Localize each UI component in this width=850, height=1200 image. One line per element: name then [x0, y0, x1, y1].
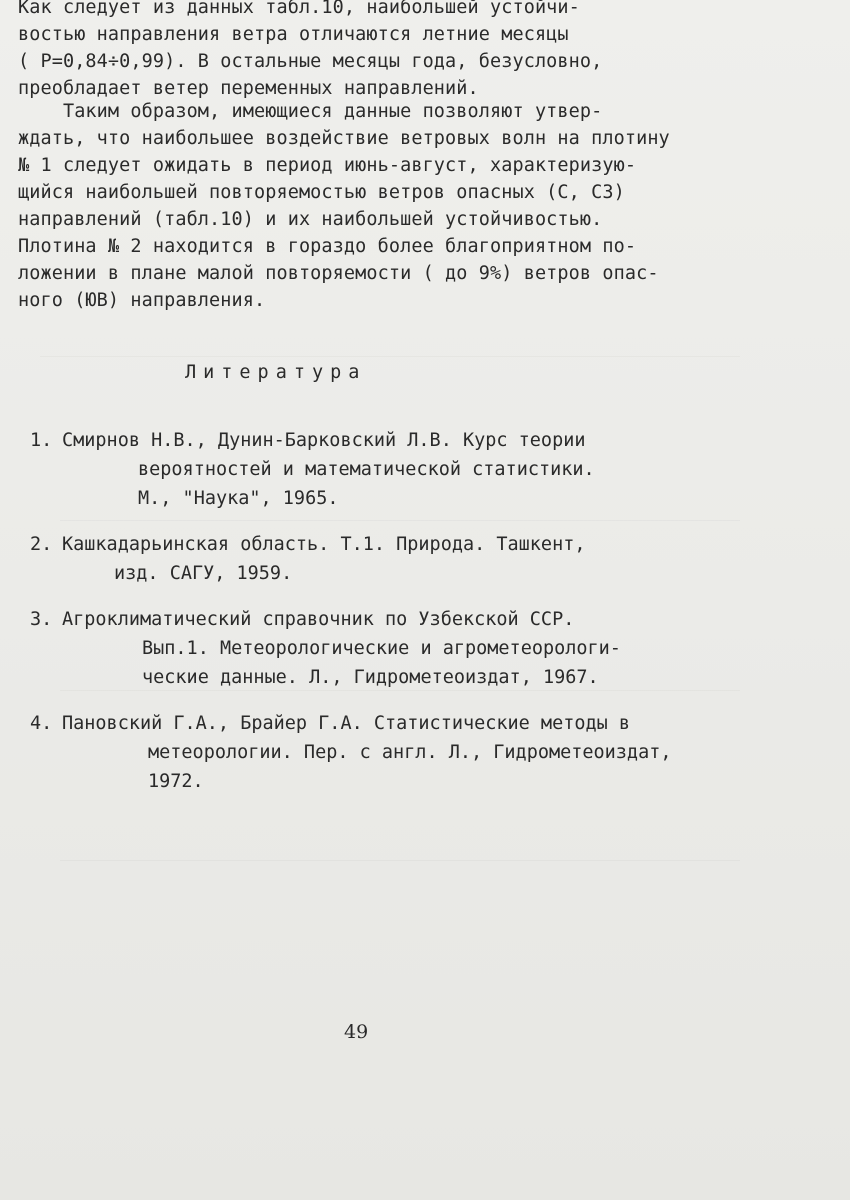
reference-number: 3.: [30, 609, 53, 630]
reference-line: метеорологии. Пер. с англ. Л., Гидрометеоиздат,: [148, 742, 672, 763]
reference-item: [30, 426, 790, 513]
reference-line: Вып.1. Метеорологические и агрометеорологи-: [142, 638, 621, 659]
reference-number: 2.: [30, 534, 53, 555]
reference-line: ческие данные. Л., Гидрометеоиздат, 1967.: [142, 667, 599, 688]
text-line: ( Р=0,84÷0,99). В остальные месяцы года, безусловно,: [18, 51, 603, 72]
literature-heading: Литература: [185, 362, 367, 383]
reference-line: Пановский Г.А., Брайер Г.А. Статистические методы в: [62, 713, 631, 734]
text-line: ного (ЮВ) направления.: [18, 290, 266, 311]
reference-line: 1972.: [148, 771, 204, 792]
show-through-line: [60, 860, 740, 861]
text-line: преобладает ветер переменных направлений.: [18, 78, 479, 99]
reference-line: Кашкадарьинская область. Т.1. Природа. Ташкент,: [62, 534, 586, 555]
text-line: № 1 следует ожидать в период июнь-август, характеризую-: [18, 155, 637, 176]
text-line: востью направления ветра отличаются летние месяцы: [18, 24, 569, 45]
reference-item: [30, 709, 790, 796]
paragraph-wind-stability: [18, 0, 778, 102]
reference-line: Смирнов Н.В., Дунин-Барковский Л.В. Курс теории: [62, 430, 586, 451]
text-line: Таким образом, имеющиеся данные позволяют утвер-: [18, 101, 603, 122]
text-line: направлений (табл.10) и их наибольшей устойчивостью.: [18, 209, 603, 230]
reference-number: 1.: [30, 430, 53, 451]
reference-line: изд. САГУ, 1959.: [114, 563, 293, 584]
show-through-line: [40, 356, 740, 357]
reference-line: М., "Наука", 1965.: [138, 488, 339, 509]
text-line: ложении в плане малой повторяемости ( до 9%) ветров опас-: [18, 263, 659, 284]
reference-number: 4.: [30, 713, 53, 734]
reference-item: [30, 530, 790, 588]
reference-item: [30, 605, 790, 692]
show-through-line: [60, 520, 740, 521]
paragraph-conclusion: [18, 98, 778, 314]
text-line: Как следует из данных табл.10, наибольшей устойчи-: [18, 0, 580, 18]
page-number: 49: [344, 1021, 369, 1043]
reference-line: вероятностей и математической статистики.: [138, 459, 595, 480]
text-line: ждать, что наибольшее воздействие ветровых волн на плотину: [18, 128, 670, 149]
reference-line: Агроклиматический справочник по Узбекской ССР.: [62, 609, 575, 630]
text-line: щийся наибольшей повторяемостью ветров опасных (С, СЗ): [18, 182, 625, 203]
text-line: Плотина № 2 находится в гораздо более благоприятном по-: [18, 236, 637, 257]
